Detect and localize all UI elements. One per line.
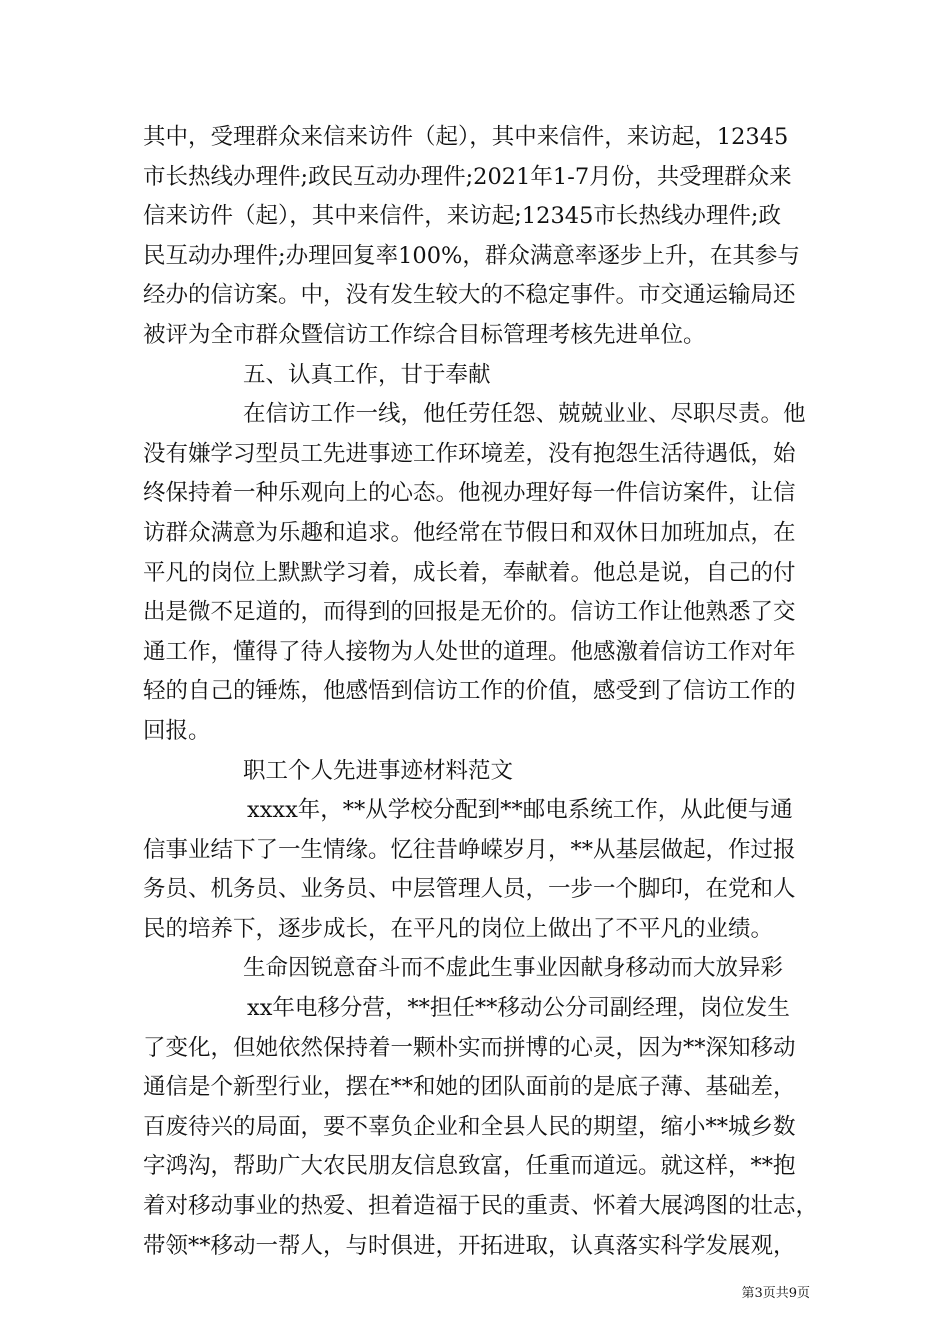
text-line: 务员、机务员、业务员、中层管理人员，一步一个脚印，在党和人 <box>143 876 796 903</box>
text-line: 百废待兴的局面，要不辜负企业和全县人民的期望，缩小**城乡数 <box>143 1113 796 1140</box>
text-line: 着对移动事业的热爱、担着造福于民的重责、怀着大展鸿图的壮志， <box>143 1193 819 1220</box>
text-line: 轻的自己的锤炼，他感悟到信访工作的价值，感受到了信访工作的 <box>143 678 796 705</box>
text-line: 其中，受理群众来信来访件（起），其中来信件，来访起，12345 <box>143 124 789 150</box>
text-line: 民的培养下，逐步成长，在平凡的岗位上做出了不平凡的业绩。 <box>143 915 774 942</box>
text-line: 平凡的岗位上默默学习着，成长着，奉献着。他总是说，自己的付 <box>143 559 796 586</box>
text-line: 了变化，但她依然保持着一颗朴实而拼博的心灵，因为**深知移动 <box>143 1034 796 1061</box>
text-line: 通信是个新型行业，摆在**和她的团队面前的是底子薄、基础差， <box>143 1074 796 1101</box>
paragraph-first-line: 在信访工作一线，他任劳任怨、兢兢业业、尽职尽责。他 <box>243 401 806 428</box>
text-line: 经办的信访案。中，没有发生较大的不稳定事件。市交通运输局还 <box>143 282 796 309</box>
text-line: 字鸿沟，帮助广大农民朋友信息致富，任重而道远。就这样，**抱 <box>143 1153 796 1180</box>
text-line: 访群众满意为乐趣和追求。他经常在节假日和双休日加班加点，在 <box>143 519 796 546</box>
text-line: 通工作，懂得了待人接物为人处世的道理。他感激着信访工作对年 <box>143 638 796 665</box>
text-line: 信事业结下了一生情缘。忆往昔峥嵘岁月，**从基层做起，作过报 <box>143 836 796 863</box>
paragraph-first-line: xxxx年，**从学校分配到**邮电系统工作，从此便与通 <box>247 797 793 824</box>
text-line: 没有嫌学习型员工先进事迹工作环境差，没有抱怨生活待遇低，始 <box>143 440 796 467</box>
text-line: 回报。 <box>143 717 211 744</box>
section-heading: 职工个人先进事迹材料范文 <box>243 757 514 784</box>
text-line: 带领**移动一帮人，与时俱进，开拓进取，认真落实科学发展观， <box>143 1232 796 1259</box>
text-line: 民互动办理件;办理回复率100%，群众满意率逐步上升，在其参与 <box>143 242 800 269</box>
text-line: 信来访件（起），其中来信件，来访起;12345市长热线办理件;政 <box>143 203 781 230</box>
text-line: 出是微不足道的，而得到的回报是无价的。信访工作让他熟悉了交 <box>143 599 796 626</box>
document-body <box>143 118 833 1266</box>
text-line: 终保持着一种乐观向上的心态。他视办理好每一件信访案件，让信 <box>143 480 796 507</box>
section-heading: 生命因锐意奋斗而不虚此生事业因献身移动而大放异彩 <box>243 955 784 982</box>
page-number: 第3页共9页 <box>741 1286 810 1301</box>
section-heading: 五、认真工作，甘于奉献 <box>243 361 491 388</box>
text-line: 被评为全市群众暨信访工作综合目标管理考核先进单位。 <box>143 321 706 348</box>
paragraph-first-line: xx年电移分营，**担任**移动公分司副经理，岗位发生 <box>247 995 790 1022</box>
text-line: 市长热线办理件;政民互动办理件;2021年1-7月份，共受理群众来 <box>143 163 792 190</box>
